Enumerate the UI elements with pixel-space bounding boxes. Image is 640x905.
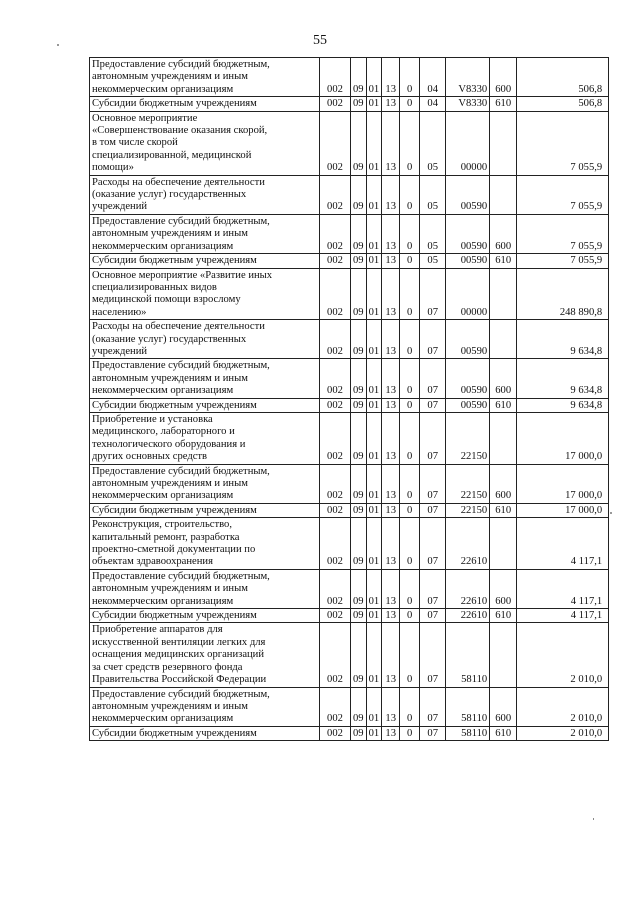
item-name-line: автономным учреждениям и иным [92, 700, 248, 712]
cell-razdel: 09 [351, 503, 367, 517]
item-name-line: Предоставление субсидий бюджетным, [92, 360, 270, 372]
cell-ved: 002 [320, 503, 351, 517]
cell-item-name [90, 111, 320, 175]
cell-ved: 002 [320, 398, 351, 412]
cell-subprogram: 0 [400, 398, 420, 412]
item-name-line: «Совершенствование оказания скорой, [92, 125, 268, 137]
cell-direction-code: 22610 [446, 518, 490, 570]
cell-expense-type [490, 623, 517, 687]
cell-direction-code: 22610 [446, 609, 490, 623]
item-name-line: Реконструкция, строительство, [92, 519, 232, 531]
cell-program: 13 [382, 111, 400, 175]
item-name-line: Субсидии бюджетным учреждениям [92, 610, 257, 622]
cell-item-name [90, 359, 320, 398]
cell-event: 07 [420, 518, 446, 570]
cell-razdel: 09 [351, 726, 367, 740]
cell-podrazdel: 01 [366, 518, 382, 570]
cell-ved: 002 [320, 320, 351, 359]
cell-razdel: 09 [351, 111, 367, 175]
cell-razdel: 09 [351, 359, 367, 398]
cell-program: 13 [382, 58, 400, 97]
table-row [90, 464, 609, 503]
cell-razdel: 09 [351, 464, 367, 503]
cell-amount: 2 010,0 [517, 687, 609, 726]
item-name-line: Предоставление субсидий бюджетным, [92, 465, 270, 477]
cell-podrazdel: 01 [366, 268, 382, 320]
cell-ved: 002 [320, 268, 351, 320]
item-name-line: объектам здравоохранения [92, 556, 213, 568]
cell-item-name [90, 503, 320, 517]
cell-razdel: 09 [351, 623, 367, 687]
cell-subprogram: 0 [400, 254, 420, 268]
item-name-line: медицинского, лабораторного и [92, 426, 235, 438]
item-name-line: автономным учреждениям и иным [92, 478, 248, 489]
cell-expense-type: 600 [490, 214, 517, 253]
cell-event: 07 [420, 412, 446, 464]
cell-podrazdel: 01 [366, 254, 382, 268]
item-name-line: других основных средств [92, 451, 208, 463]
item-name-line: учреждений [92, 345, 148, 357]
cell-podrazdel: 01 [366, 687, 382, 726]
cell-ved: 002 [320, 97, 351, 111]
cell-event: 05 [420, 214, 446, 253]
cell-expense-type [490, 268, 517, 320]
cell-event: 07 [420, 398, 446, 412]
cell-podrazdel: 01 [366, 111, 382, 175]
item-name-line: некоммерческим организациям [92, 240, 234, 252]
cell-expense-type: 610 [490, 254, 517, 268]
table-row [90, 412, 609, 464]
cell-expense-type: 610 [490, 726, 517, 740]
item-name-line: Предоставление субсидий бюджетным, [92, 215, 270, 227]
item-name-line: Приобретение аппаратов для [92, 624, 223, 636]
cell-item-name [90, 320, 320, 359]
item-name-line: автономным учреждениям и иным [92, 228, 248, 240]
scan-speck [593, 818, 594, 820]
item-name-line: некоммерческим организациям [92, 490, 234, 502]
cell-podrazdel: 01 [366, 320, 382, 359]
cell-ved: 002 [320, 687, 351, 726]
cell-program: 13 [382, 518, 400, 570]
item-name-line: специализированной, медицинской [92, 149, 252, 161]
cell-direction-code: 00590 [446, 214, 490, 253]
cell-program: 13 [382, 412, 400, 464]
cell-subprogram: 0 [400, 111, 420, 175]
table-row [90, 569, 609, 608]
cell-direction-code: 00000 [446, 111, 490, 175]
item-name-line: за счет средств резервного фонда [92, 661, 243, 673]
item-name-line: Правительства Российской Федерации [92, 674, 267, 686]
item-name-line: Субсидии бюджетным учреждениям [92, 727, 257, 739]
cell-item-name [90, 214, 320, 253]
cell-program: 13 [382, 175, 400, 214]
cell-direction-code: V8330 [446, 97, 490, 111]
cell-program: 13 [382, 359, 400, 398]
cell-direction-code: 00590 [446, 359, 490, 398]
cell-ved: 002 [320, 412, 351, 464]
item-name-line: некоммерческим организациям [92, 385, 234, 397]
cell-expense-type [490, 111, 517, 175]
cell-subprogram: 0 [400, 412, 420, 464]
scan-speck [57, 44, 59, 46]
table-row [90, 609, 609, 623]
table-row [90, 97, 609, 111]
cell-amount: 7 055,9 [517, 214, 609, 253]
cell-program: 13 [382, 214, 400, 253]
cell-item-name [90, 412, 320, 464]
cell-subprogram: 0 [400, 623, 420, 687]
table-row [90, 254, 609, 268]
cell-amount: 17 000,0 [517, 412, 609, 464]
cell-subprogram: 0 [400, 464, 420, 503]
cell-razdel: 09 [351, 97, 367, 111]
cell-expense-type [490, 320, 517, 359]
cell-subprogram: 0 [400, 268, 420, 320]
table-row [90, 111, 609, 175]
cell-podrazdel: 01 [366, 503, 382, 517]
cell-direction-code: 00590 [446, 398, 490, 412]
cell-subprogram: 0 [400, 97, 420, 111]
cell-ved: 002 [320, 464, 351, 503]
cell-program: 13 [382, 268, 400, 320]
cell-program: 13 [382, 726, 400, 740]
cell-event: 05 [420, 111, 446, 175]
cell-program: 13 [382, 623, 400, 687]
table-row [90, 320, 609, 359]
cell-amount: 7 055,9 [517, 175, 609, 214]
table-row [90, 398, 609, 412]
cell-podrazdel: 01 [366, 412, 382, 464]
item-name-line: населению» [92, 306, 147, 318]
cell-ved: 002 [320, 175, 351, 214]
cell-podrazdel: 01 [366, 359, 382, 398]
item-name-line: (оказание услуг) государственных [92, 333, 247, 345]
cell-direction-code: 00590 [446, 320, 490, 359]
cell-program: 13 [382, 254, 400, 268]
cell-expense-type [490, 412, 517, 464]
cell-ved: 002 [320, 623, 351, 687]
cell-program: 13 [382, 503, 400, 517]
item-name-line: (оказание услуг) государственных [92, 189, 247, 201]
cell-expense-type: 600 [490, 569, 517, 608]
cell-event: 07 [420, 464, 446, 503]
cell-subprogram: 0 [400, 175, 420, 214]
table-row [90, 268, 609, 320]
cell-direction-code: 00590 [446, 254, 490, 268]
table-row [90, 687, 609, 726]
cell-razdel: 09 [351, 268, 367, 320]
cell-ved: 002 [320, 726, 351, 740]
cell-program: 13 [382, 97, 400, 111]
item-name-line: Предоставление субсидий бюджетным, [92, 59, 270, 70]
cell-program: 13 [382, 320, 400, 359]
cell-razdel: 09 [351, 214, 367, 253]
cell-amount: 4 117,1 [517, 609, 609, 623]
cell-program: 13 [382, 569, 400, 608]
cell-expense-type [490, 518, 517, 570]
cell-expense-type: 600 [490, 687, 517, 726]
cell-direction-code: V8330 [446, 58, 490, 97]
cell-expense-type: 610 [490, 97, 517, 111]
cell-ved: 002 [320, 111, 351, 175]
cell-podrazdel: 01 [366, 726, 382, 740]
cell-amount: 4 117,1 [517, 569, 609, 608]
cell-direction-code: 22150 [446, 412, 490, 464]
cell-razdel: 09 [351, 398, 367, 412]
budget-table [89, 57, 609, 741]
cell-expense-type: 600 [490, 58, 517, 97]
cell-razdel: 09 [351, 320, 367, 359]
cell-razdel: 09 [351, 687, 367, 726]
cell-item-name [90, 623, 320, 687]
cell-ved: 002 [320, 569, 351, 608]
cell-program: 13 [382, 464, 400, 503]
cell-item-name [90, 518, 320, 570]
item-name-line: учреждений [92, 201, 148, 213]
cell-subprogram: 0 [400, 320, 420, 359]
cell-expense-type: 610 [490, 609, 517, 623]
cell-direction-code: 58110 [446, 623, 490, 687]
item-name-line: Предоставление субсидий бюджетным, [92, 570, 270, 582]
cell-item-name [90, 254, 320, 268]
cell-program: 13 [382, 609, 400, 623]
cell-direction-code: 22150 [446, 503, 490, 517]
cell-event: 05 [420, 254, 446, 268]
cell-item-name [90, 687, 320, 726]
item-name-line: автономным учреждениям и иным [92, 71, 248, 83]
item-name-line: в том числе скорой [92, 137, 178, 149]
cell-subprogram: 0 [400, 569, 420, 608]
cell-amount: 248 890,8 [517, 268, 609, 320]
cell-ved: 002 [320, 609, 351, 623]
cell-direction-code: 58110 [446, 687, 490, 726]
table-body [90, 58, 609, 741]
table-row [90, 518, 609, 570]
cell-podrazdel: 01 [366, 58, 382, 97]
cell-podrazdel: 01 [366, 214, 382, 253]
cell-razdel: 09 [351, 609, 367, 623]
cell-item-name [90, 175, 320, 214]
cell-subprogram: 0 [400, 726, 420, 740]
cell-event: 04 [420, 58, 446, 97]
cell-subprogram: 0 [400, 58, 420, 97]
cell-podrazdel: 01 [366, 609, 382, 623]
cell-event: 07 [420, 569, 446, 608]
item-name-line: Расходы на обеспечение деятельности [92, 176, 265, 188]
cell-expense-type: 610 [490, 503, 517, 517]
cell-subprogram: 0 [400, 518, 420, 570]
cell-item-name [90, 97, 320, 111]
cell-program: 13 [382, 687, 400, 726]
cell-direction-code: 00590 [446, 175, 490, 214]
cell-razdel: 09 [351, 518, 367, 570]
table-row [90, 726, 609, 740]
cell-event: 07 [420, 359, 446, 398]
item-name-line: некоммерческим организациям [92, 83, 234, 95]
item-name-line: Предоставление субсидий бюджетным, [92, 688, 270, 700]
cell-subprogram: 0 [400, 214, 420, 253]
cell-item-name [90, 58, 320, 97]
cell-item-name [90, 464, 320, 503]
cell-event: 07 [420, 726, 446, 740]
cell-amount: 2 010,0 [517, 623, 609, 687]
cell-amount: 2 010,0 [517, 726, 609, 740]
item-name-line: помощи» [92, 162, 134, 174]
cell-razdel: 09 [351, 175, 367, 214]
cell-podrazdel: 01 [366, 569, 382, 608]
cell-item-name [90, 569, 320, 608]
cell-direction-code: 22150 [446, 464, 490, 503]
cell-item-name [90, 726, 320, 740]
cell-subprogram: 0 [400, 687, 420, 726]
cell-item-name [90, 268, 320, 320]
item-name-line: Субсидии бюджетным учреждениям [92, 399, 257, 411]
table-row [90, 359, 609, 398]
item-name-line: оснащения медицинских организаций [92, 649, 265, 661]
cell-subprogram: 0 [400, 359, 420, 398]
cell-podrazdel: 01 [366, 398, 382, 412]
cell-ved: 002 [320, 359, 351, 398]
scan-speck [610, 512, 612, 514]
cell-direction-code: 58110 [446, 726, 490, 740]
item-name-line: искусственной вентиляции легких для [92, 636, 266, 648]
item-name-line: специализированных видов [92, 281, 217, 293]
item-name-line: медицинской помощи взрослому [92, 294, 241, 306]
cell-subprogram: 0 [400, 503, 420, 517]
cell-expense-type [490, 175, 517, 214]
cell-ved: 002 [320, 58, 351, 97]
cell-amount: 9 634,8 [517, 320, 609, 359]
cell-ved: 002 [320, 254, 351, 268]
table-row [90, 214, 609, 253]
page-number: 55 [313, 33, 327, 48]
cell-event: 07 [420, 320, 446, 359]
cell-ved: 002 [320, 518, 351, 570]
cell-podrazdel: 01 [366, 464, 382, 503]
cell-event: 07 [420, 503, 446, 517]
item-name-line: капитальный ремонт, разработка [92, 531, 240, 543]
item-name-line: Субсидии бюджетным учреждениям [92, 255, 257, 267]
item-name-line: Субсидии бюджетным учреждениям [92, 504, 257, 516]
cell-podrazdel: 01 [366, 175, 382, 214]
item-name-line: некоммерческим организациям [92, 595, 234, 607]
item-name-line: проектно-сметной документации по [92, 544, 256, 556]
table-row [90, 58, 609, 97]
item-name-line: Основное мероприятие [92, 112, 198, 124]
item-name-line: автономным учреждениям и иным [92, 372, 248, 384]
cell-razdel: 09 [351, 58, 367, 97]
cell-expense-type: 600 [490, 464, 517, 503]
cell-amount: 17 000,0 [517, 503, 609, 517]
cell-amount: 17 000,0 [517, 464, 609, 503]
cell-amount: 506,8 [517, 97, 609, 111]
table-row [90, 623, 609, 687]
cell-event: 05 [420, 175, 446, 214]
cell-podrazdel: 01 [366, 97, 382, 111]
cell-subprogram: 0 [400, 609, 420, 623]
table-row [90, 503, 609, 517]
item-name-line: Субсидии бюджетным учреждениям [92, 98, 257, 110]
cell-event: 07 [420, 268, 446, 320]
cell-event: 07 [420, 687, 446, 726]
item-name-line: автономным учреждениям и иным [92, 583, 248, 595]
item-name-line: технологического оборудования и [92, 438, 246, 450]
cell-amount: 7 055,9 [517, 254, 609, 268]
cell-event: 07 [420, 623, 446, 687]
table-row [90, 175, 609, 214]
item-name-line: некоммерческим организациям [92, 713, 234, 725]
cell-razdel: 09 [351, 569, 367, 608]
cell-expense-type: 600 [490, 359, 517, 398]
cell-amount: 4 117,1 [517, 518, 609, 570]
cell-event: 04 [420, 97, 446, 111]
cell-razdel: 09 [351, 254, 367, 268]
cell-podrazdel: 01 [366, 623, 382, 687]
cell-direction-code: 22610 [446, 569, 490, 608]
cell-expense-type: 610 [490, 398, 517, 412]
cell-amount: 506,8 [517, 58, 609, 97]
cell-amount: 7 055,9 [517, 111, 609, 175]
item-name-line: Расходы на обеспечение деятельности [92, 321, 265, 333]
cell-amount: 9 634,8 [517, 398, 609, 412]
cell-program: 13 [382, 398, 400, 412]
item-name-line: Основное мероприятие «Развитие иных [92, 269, 273, 281]
cell-item-name [90, 398, 320, 412]
cell-event: 07 [420, 609, 446, 623]
cell-amount: 9 634,8 [517, 359, 609, 398]
cell-direction-code: 00000 [446, 268, 490, 320]
cell-razdel: 09 [351, 412, 367, 464]
cell-item-name [90, 609, 320, 623]
item-name-line: Приобретение и установка [92, 413, 213, 425]
cell-ved: 002 [320, 214, 351, 253]
